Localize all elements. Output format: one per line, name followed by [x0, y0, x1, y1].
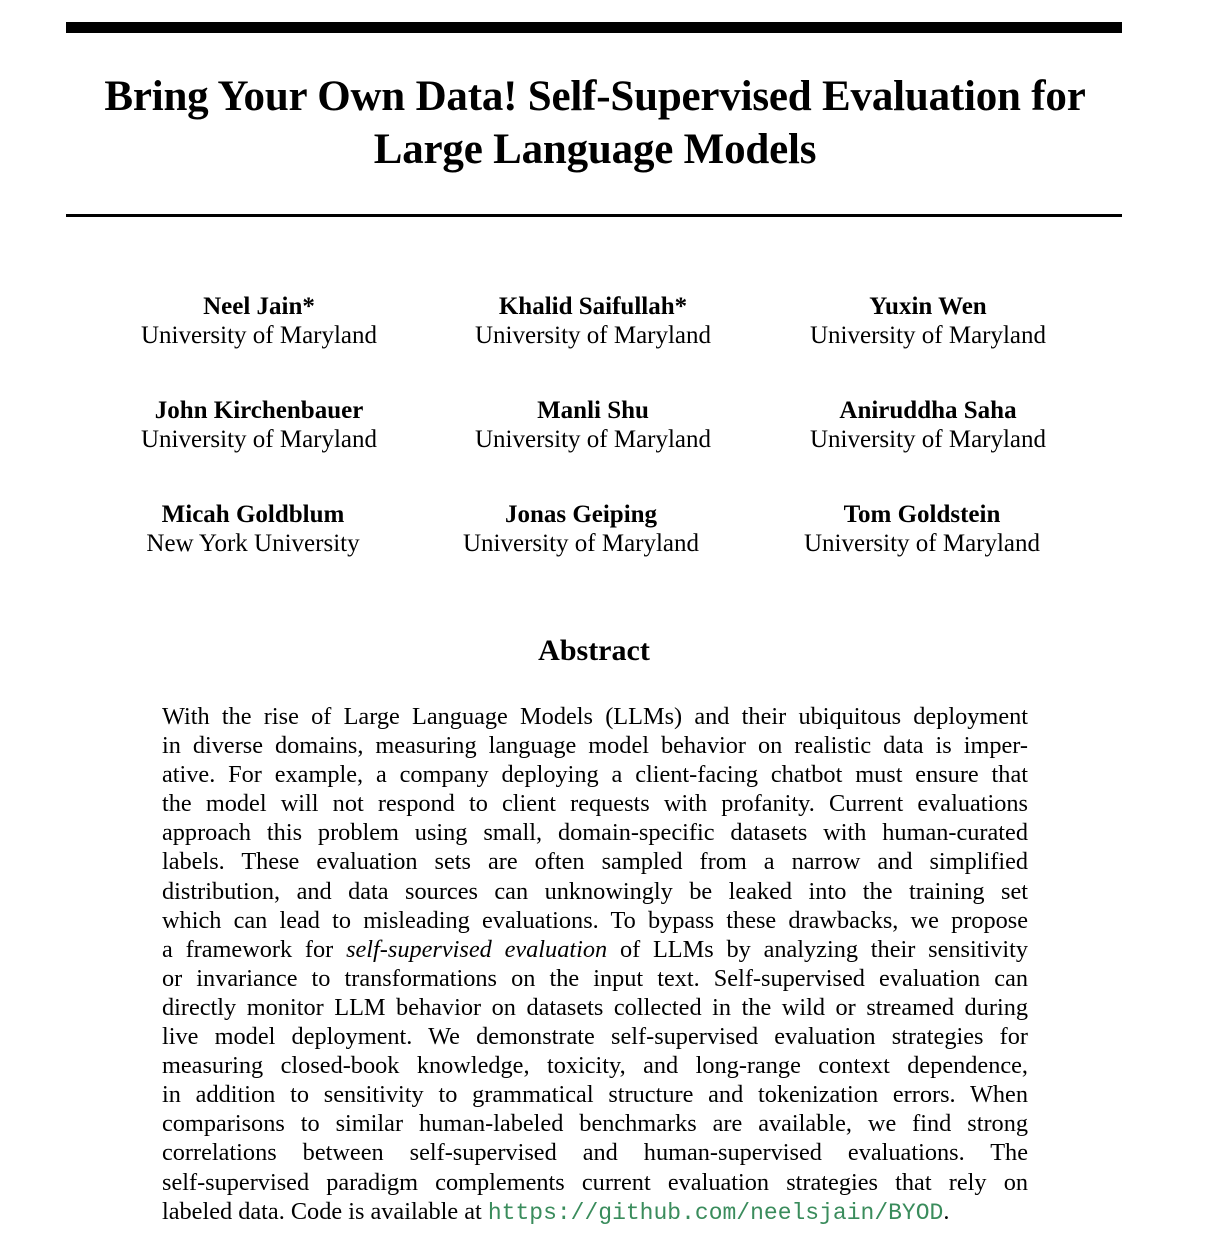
abstract-line: which can lead to misleading evaluations. To bypass these drawbacks, we propose — [162, 906, 1028, 934]
author-affiliation: University of Maryland — [809, 426, 1047, 453]
author-name: Manli Shu — [537, 397, 649, 424]
author-affiliation: University of Maryland — [140, 426, 378, 453]
author-block — [443, 396, 743, 454]
abstract-line — [162, 935, 1028, 964]
title-line-2: Large Language Models — [373, 126, 817, 173]
author-block — [431, 500, 731, 558]
abstract-line: in addition to sensitivity to grammatical structure and tokenization errors. When — [162, 1081, 1028, 1109]
author-name: Yuxin Wen — [869, 293, 987, 320]
author-block — [109, 292, 409, 350]
abstract-line: the model will not respond to client requests with profanity. Current evaluations — [162, 790, 1028, 818]
author-block — [778, 396, 1078, 454]
abstract-line: or invariance to transformations on the input text. Self-supervised evaluation can — [162, 964, 1028, 992]
author-name: John Kirchenbauer — [154, 397, 364, 424]
author-affiliation: University of Maryland — [140, 322, 378, 349]
title-bottom-rule — [66, 214, 1122, 217]
author-name: Aniruddha Saha — [839, 397, 1017, 424]
author-affiliation: University of Maryland — [462, 530, 700, 557]
author-block — [109, 396, 409, 454]
abstract-body — [162, 702, 1028, 1228]
author-affiliation: University of Maryland — [474, 322, 712, 349]
abstract-line: With the rise of Large Language Models (LLMs) and their ubiquitous deployment — [162, 703, 1028, 730]
abstract-line: ative. For example, a company deploying a client-facing chatbot must ensure that — [162, 761, 1028, 789]
abstract-text: of LLMs by analyzing their sensitivity — [607, 935, 1029, 963]
abstract-line: live model deployment. We demonstrate self-supervised evaluation strategies for — [162, 1023, 1028, 1051]
abstract-line: measuring closed-book knowledge, toxicity, and long-range context dependence, — [162, 1052, 1028, 1080]
author-block — [443, 292, 743, 350]
paper-title — [40, 70, 1150, 176]
author-affiliation: University of Maryland — [803, 530, 1041, 557]
abstract-line: labels. These evaluation sets are often sampled from a narrow and simplified — [162, 848, 1028, 876]
abstract-line: approach this problem using small, domain-specific datasets with human-curated — [162, 819, 1028, 847]
abstract-text: . — [943, 1197, 950, 1225]
abstract-line: in diverse domains, measuring language model behavior on realistic data is imper- — [162, 732, 1028, 760]
author-affiliation: New York University — [146, 530, 360, 557]
abstract-text: a framework for — [162, 935, 347, 963]
code-repository-link[interactable]: https://github.com/neelsjain/BYOD — [487, 1199, 944, 1226]
abstract-line: comparisons to similar human-labeled benchmarks are available, we find strong — [162, 1110, 1028, 1138]
abstract-line: directly monitor LLM behavior on datasets collected in the wild or streamed during — [162, 993, 1028, 1021]
author-name: Neel Jain* — [203, 293, 315, 320]
author-affiliation: University of Maryland — [474, 426, 712, 453]
author-block — [778, 292, 1078, 350]
author-name: Tom Goldstein — [843, 501, 1001, 528]
top-rule — [66, 22, 1122, 33]
abstract-heading: Abstract — [538, 634, 650, 667]
italic-term: self-supervised evaluation — [346, 935, 608, 963]
abstract-line: distribution, and data sources can unknowingly be leaked into the training set — [162, 877, 1028, 905]
title-line-1: Bring Your Own Data! Self-Supervised Evaluation for — [104, 73, 1086, 120]
author-name: Jonas Geiping — [504, 501, 658, 528]
abstract-line: self-supervised paradigm complements current evaluation strategies that rely on — [162, 1168, 1028, 1196]
abstract-text: labeled data. Code is available at — [162, 1197, 488, 1225]
abstract-line: correlations between self-supervised and human-supervised evaluations. The — [162, 1139, 1028, 1167]
author-block — [103, 500, 403, 558]
author-affiliation: University of Maryland — [809, 322, 1047, 349]
author-name: Micah Goldblum — [161, 501, 345, 528]
author-name: Khalid Saifullah* — [498, 293, 688, 320]
abstract-line — [162, 1197, 1028, 1228]
author-block — [772, 500, 1072, 558]
